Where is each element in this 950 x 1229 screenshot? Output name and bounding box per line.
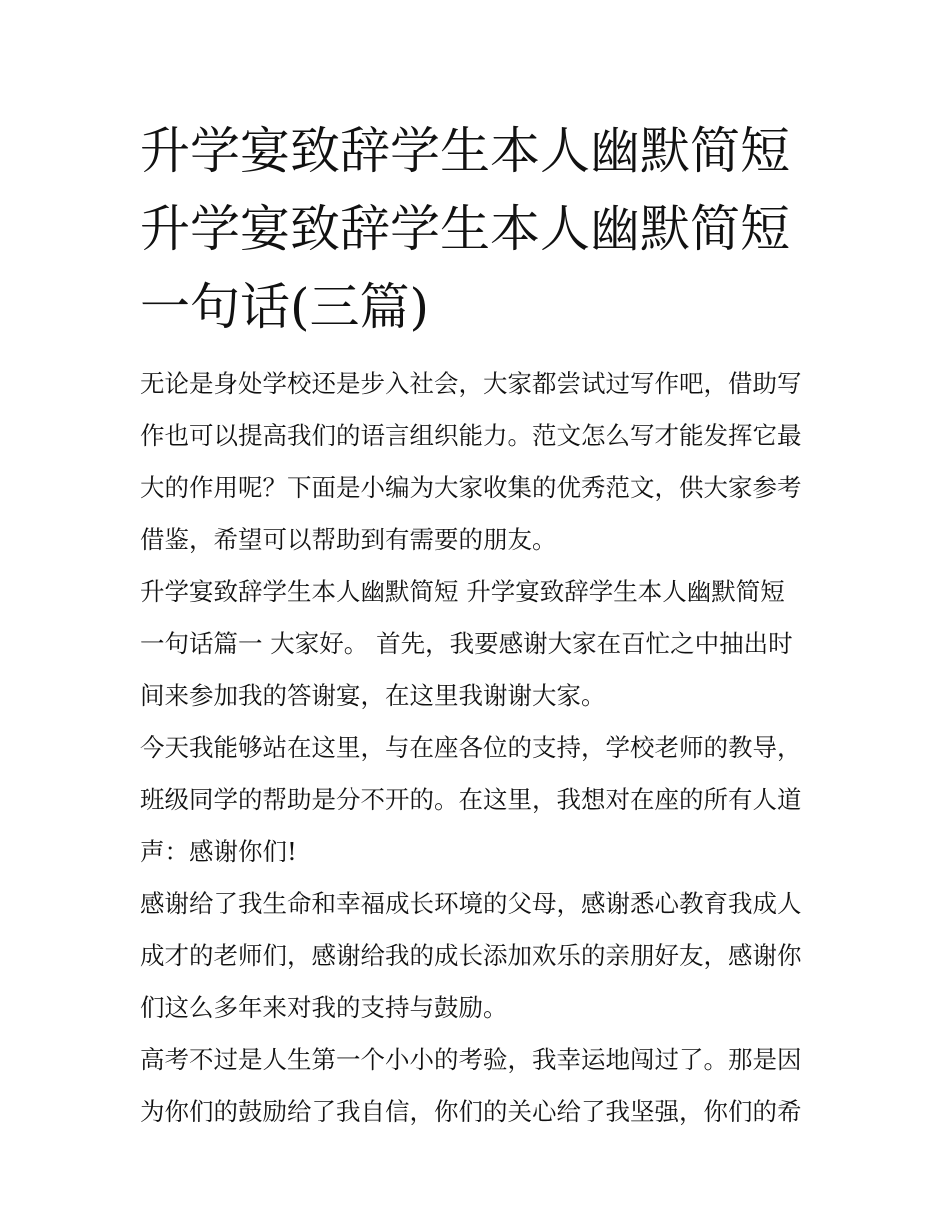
text-line: 们这么多年来对我的支持与鼓励。 xyxy=(140,993,508,1022)
text-line: 大的作用呢？下面是小编为大家收集的优秀范文，供大家参考 xyxy=(140,473,802,502)
text-line: 成才的老师们，感谢给我的成长添加欢乐的亲朋好友，感谢你 xyxy=(140,941,802,970)
speech-paragraph xyxy=(140,1034,812,1138)
speech-paragraph xyxy=(140,722,812,878)
intro-paragraph xyxy=(140,358,812,566)
text-line: 无论是身处学校还是步入社会，大家都尝试过写作吧，借助写 xyxy=(140,369,802,398)
title-line: 一句话(三篇) xyxy=(140,278,430,336)
text-line: 高考不过是人生第一个小小的考验，我幸运地闯过了。那是因 xyxy=(140,1045,802,1074)
speech-paragraph xyxy=(140,566,812,722)
title-line: 升学宴致辞学生本人幽默简短 xyxy=(140,200,790,258)
text-line: 声：感谢你们! xyxy=(140,837,297,866)
text-line: 今天我能够站在这里，与在座各位的支持，学校老师的教导， xyxy=(140,733,802,762)
text-line: 升学宴致辞学生本人幽默简短 升学宴致辞学生本人幽默简短 xyxy=(140,577,785,606)
text-line: 感谢给了我生命和幸福成长环境的父母，感谢悉心教育我成人 xyxy=(140,889,802,918)
text-line: 为你们的鼓励给了我自信，你们的关心给了我坚强，你们的希 xyxy=(140,1097,802,1126)
text-line: 间来参加我的答谢宴，在这里我谢谢大家。 xyxy=(140,681,606,710)
document-title xyxy=(140,112,820,346)
title-line: 升学宴致辞学生本人幽默简短 xyxy=(140,122,790,180)
text-line: 借鉴，希望可以帮助到有需要的朋友。 xyxy=(140,525,557,554)
speech-paragraph xyxy=(140,878,812,1034)
text-line: 班级同学的帮助是分不开的。在这里，我想对在座的所有人道 xyxy=(140,785,802,814)
text-line: 一句话篇一 大家好。 首先，我要感谢大家在百忙之中抽出时 xyxy=(140,629,793,658)
document-body xyxy=(140,358,812,1138)
text-line: 作也可以提高我们的语言组织能力。范文怎么写才能发挥它最 xyxy=(140,421,802,450)
